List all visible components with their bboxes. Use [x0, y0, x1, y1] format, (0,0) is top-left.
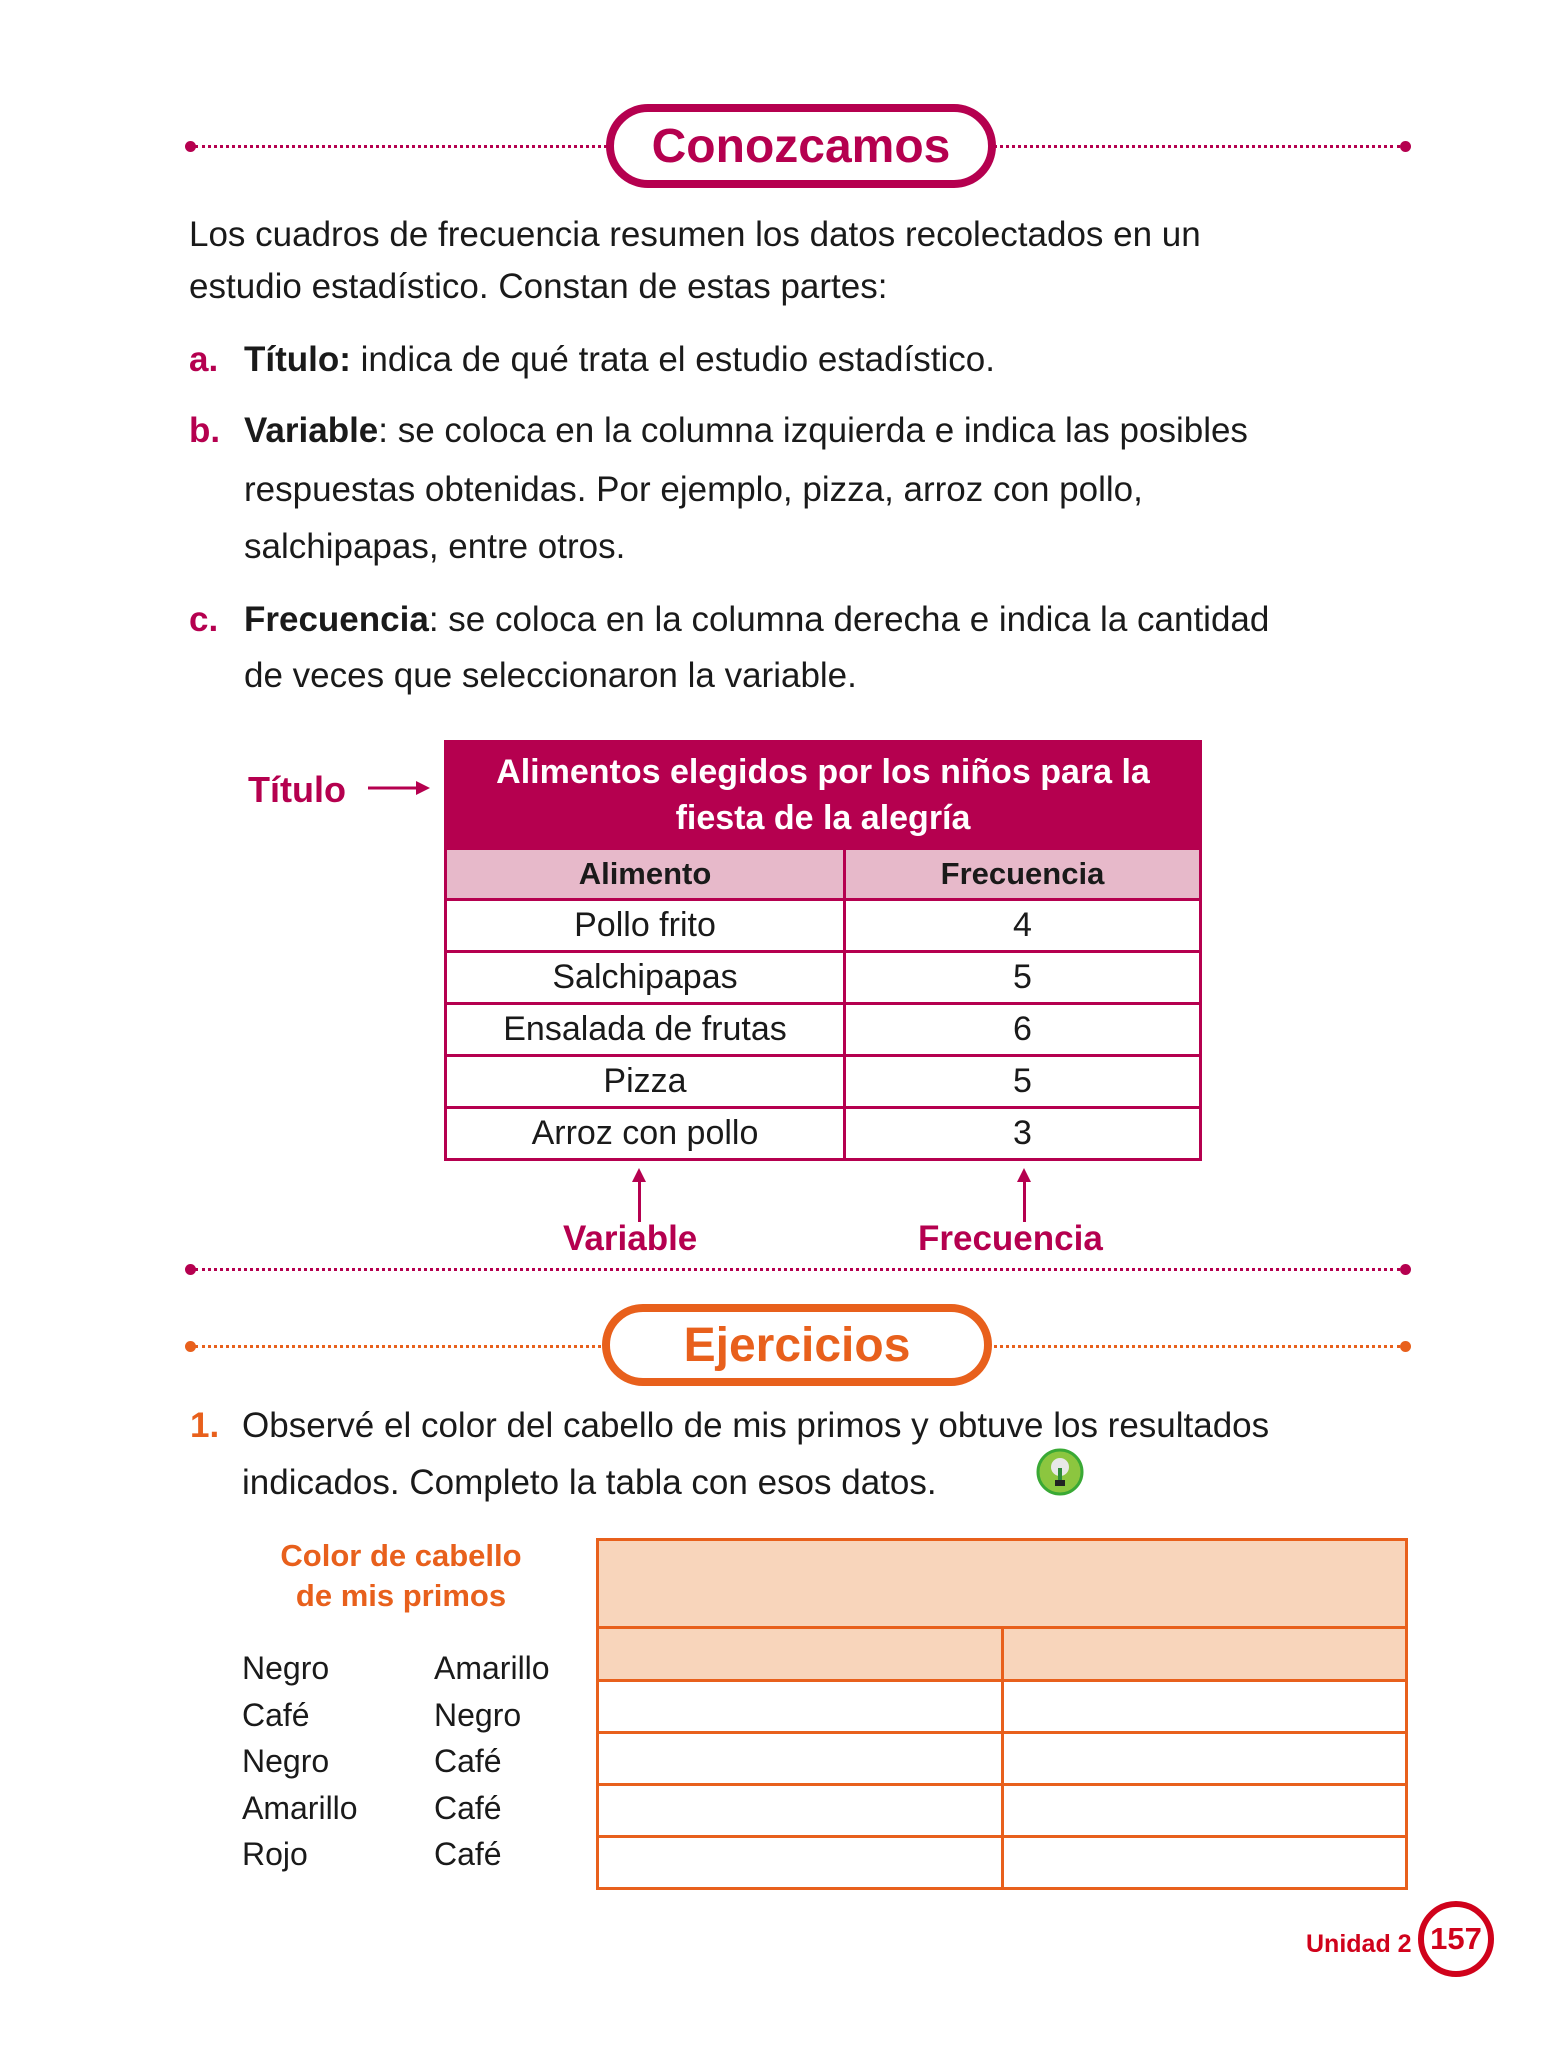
page-number-badge	[1418, 1901, 1494, 1977]
definition: : se coloca en la columna izquierda e indica las posibles	[378, 411, 1248, 450]
cell-frequency: 6	[845, 1004, 1201, 1056]
list-item: Negro	[434, 1696, 522, 1733]
table-row	[598, 1785, 1407, 1837]
cell-food: Ensalada de frutas	[446, 1004, 845, 1056]
list-title-line1: Color de cabello	[280, 1538, 522, 1573]
cell-food: Pizza	[446, 1056, 845, 1108]
item-c	[244, 598, 1269, 642]
cell-frequency: 5	[845, 952, 1201, 1004]
item-letter-c: c.	[189, 600, 219, 639]
divider-dot	[1400, 1341, 1411, 1352]
list-item: Amarillo	[434, 1650, 550, 1686]
header-input-1[interactable]	[598, 1628, 1003, 1681]
table-row	[446, 1004, 1201, 1056]
cell-input[interactable]	[1003, 1837, 1407, 1889]
list-title	[241, 1536, 561, 1616]
term: Título:	[244, 340, 351, 379]
cell-input[interactable]	[1003, 1681, 1407, 1733]
cell-frequency: 4	[845, 900, 1201, 952]
table-title-line1: Alimentos elegidos por los niños para la	[496, 753, 1150, 791]
item-c-line2: de veces que seleccionaron la variable.	[244, 656, 857, 695]
table-title-line2: fiesta de la alegría	[675, 799, 971, 837]
table-row	[446, 952, 1201, 1004]
table-row	[598, 1837, 1407, 1889]
list-col1	[242, 1645, 358, 1878]
list-item: Negro	[242, 1743, 330, 1779]
table-row	[598, 1681, 1407, 1733]
table-row	[446, 1108, 1201, 1160]
annotation-variable: Variable	[563, 1219, 698, 1258]
frequency-table	[444, 740, 1202, 1161]
cell-food: Arroz con pollo	[446, 1108, 845, 1160]
arrow-right-icon	[368, 778, 430, 798]
cell-input[interactable]	[1003, 1785, 1407, 1837]
header-frecuencia: Frecuencia	[845, 849, 1201, 900]
divider-dot	[1400, 1264, 1411, 1275]
annotation-title: Título	[248, 769, 346, 810]
intro-line-2: estudio estadístico. Constan de estas partes:	[189, 267, 888, 306]
list-item: Café	[434, 1789, 502, 1826]
list-item: Café	[434, 1836, 502, 1872]
exercise-line-2: indicados. Completo la tabla con esos datos.	[242, 1463, 937, 1502]
table-row	[446, 900, 1201, 952]
list-item: Café	[434, 1743, 502, 1779]
cell-input[interactable]	[598, 1837, 1003, 1889]
item-b-line2: respuestas obtenidas. Por ejemplo, pizza, arroz con pollo,	[244, 470, 1143, 509]
arrow-up-icon	[638, 1172, 641, 1222]
arrow-up-icon	[1023, 1172, 1026, 1222]
list-item: Rojo	[242, 1836, 308, 1872]
header-alimento: Alimento	[446, 849, 845, 900]
table-title	[446, 742, 1201, 849]
list-item: Café	[242, 1696, 310, 1733]
cell-food: Salchipapas	[446, 952, 845, 1004]
cell-input[interactable]	[598, 1681, 1003, 1733]
item-letter-b: b.	[189, 411, 221, 450]
item-letter-a: a.	[189, 340, 219, 379]
cell-food: Pollo frito	[446, 900, 845, 952]
cell-input[interactable]	[598, 1785, 1003, 1837]
item-b-line3: salchipapas, entre otros.	[244, 527, 626, 566]
section-title-ejercicios: Ejercicios	[602, 1304, 992, 1386]
annotation-frequency: Frecuencia	[918, 1219, 1103, 1258]
table-row	[598, 1733, 1407, 1785]
list-item: Negro	[242, 1650, 330, 1686]
exercise-number: 1.	[190, 1406, 220, 1445]
intro-line-1: Los cuadros de frecuencia resumen los datos recolectados en un	[189, 215, 1201, 254]
term: Frecuencia	[244, 600, 429, 639]
cell-frequency: 3	[845, 1108, 1201, 1160]
page-number: 157	[1430, 1921, 1482, 1956]
definition: indica de qué trata el estudio estadístico.	[350, 340, 995, 379]
header-input-2[interactable]	[1003, 1628, 1407, 1681]
list-title-line2: de mis primos	[295, 1578, 507, 1613]
cell-input[interactable]	[1003, 1733, 1407, 1785]
list-col2	[434, 1645, 550, 1878]
table-row	[446, 1056, 1201, 1108]
exercise-line-1: Observé el color del cabello de mis primos y obtuve los resultados	[242, 1406, 1270, 1445]
cell-input[interactable]	[598, 1733, 1003, 1785]
table-title-input[interactable]	[598, 1540, 1407, 1628]
exercise-table	[596, 1538, 1408, 1890]
item-b	[244, 409, 1248, 453]
definition: : se coloca en la columna derecha e indica la cantidad	[428, 600, 1270, 639]
lightbulb-icon	[1036, 1448, 1084, 1496]
list-item: Amarillo	[242, 1789, 358, 1826]
cell-frequency: 5	[845, 1056, 1201, 1108]
item-a	[244, 338, 995, 382]
divider-line	[195, 1268, 1400, 1271]
divider-dot	[1400, 141, 1411, 152]
section-title-conozcamos: Conozcamos	[606, 104, 996, 188]
footer-unit: Unidad 2	[1306, 1930, 1412, 1958]
term: Variable	[244, 411, 379, 450]
